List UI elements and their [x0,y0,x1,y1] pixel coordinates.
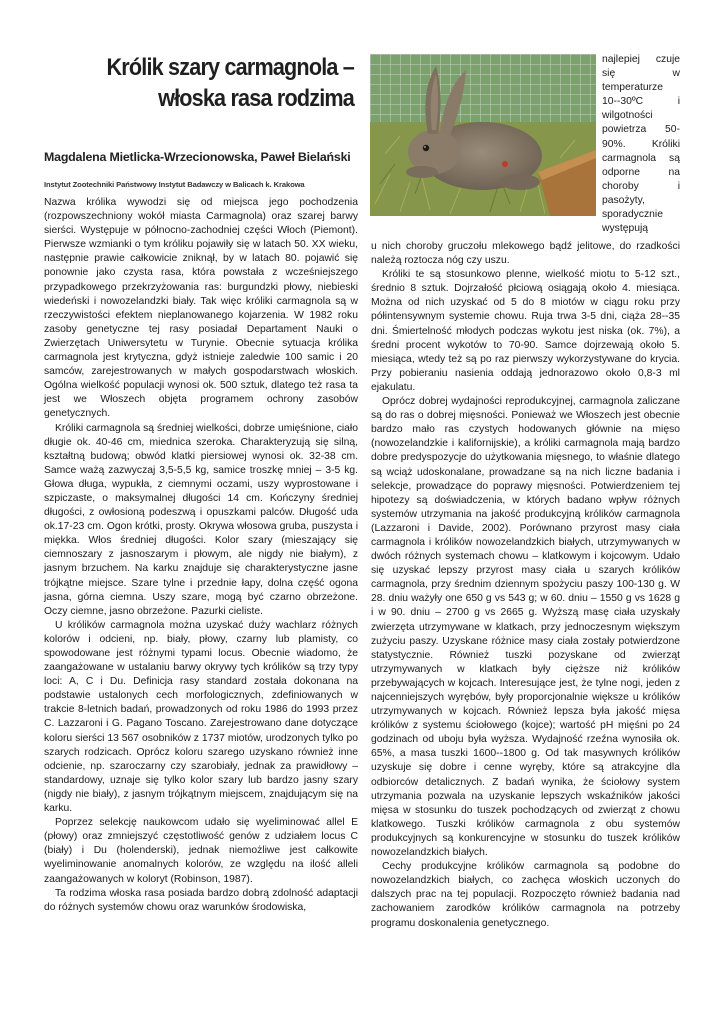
paragraph: Nazwa królika wywodzi się od miejsca jego pochodzenia (rozpowszechniony wokół miasta Carmagnola) oraz szarej barwy sierści. Występuje w północno-zachodniej części Włoch (Piemont). Pierwsze wzmianki o tym króliku pojawiły się w latach 50. XX wieku, następnie prawie całkowicie zniknął, by w latach 80. pojawić się ponownie jako czysta rasa, która powstała z wcześniejszego przypadkowego przekrzyżowania ras: burgundzki płowy, niebieski wiedeński i nowozelandzki biały. Tak więc króliki carmagnola są w rzeczywistości efektem nieplanowanego kojarzenia. W 1982 roku zasoby genetyczne tej rasy posiadał Departament Nauki o Zwierzętach Uniwersytetu w Turynie. Obecnie sytuacja królika carmagnola jest krytyczna, gdyż istnieje zaledwie 100 samic i 20 samców, zarejestrowanych w małych gospodarstwach włoskich. Ogólna wielkość populacji wynosi ok. 500 sztuk, dlatego też rasa ta jest we Włoszech objęta programem ochrony zasobów genetycznych. [44,197,358,420]
author-affiliation: Instytut Zootechniki Państwowy Instytut Badawczy w Balicach k. Krakowa [44,180,305,189]
title-line-1: Królik szary carmagnola – [106,54,354,81]
article-authors: Magdalena Mietlicka-Wrzecionowska, Paweł Bielański [44,150,351,164]
paragraph: U królików carmagnola można uzyskać duży wachlarz różnych kolorów i odcieni, np. biały, płowy, czarny lub plamisty, co spowodowane jest różnymi typami locus. Obecnie wiadomo, że zaangażowane w ustalaniu barwy okrywy tych królików są trzy typy loci: A, C i Du. Definicja rasy standard została dokonana na podstawie ustalonych cech morfologicznych, zdefiniowanych w trakcie 8-letnich badań, prowadzonych od roku 1986 do 1993 przez C. Lazzaroni i G. Pagano Toscano. Zarejestrowano dane dotyczące koloru sierści 13 567 osobników z 1737 miotów, urodzonych tylko po szarych rodzicach. Oprócz koloru szarego uzyskano również inne odcienie, np. szaroczarny czy szarobiały, jednak za prawidłowy – standardowy, uznaje się tylko kolor szary lub bardzo jasny szary (nigdy nie biały), z jasnym trójkątnym miejscem, znajdującym się na karku. [44,619,358,815]
paragraph: najlepiej czuje się w temperaturze 10--30ºC i wilgotności powietrza 50-90%. Króliki carmagnola są odporne na choroby i pasożyty, sporadycznie występują [602,54,680,235]
title-line-2: włoska rasa rodzima [158,85,354,112]
paragraph: Oprócz dobrej wydajności reprodukcyjnej, carmagnola zaliczane są do ras o dobrej mięsności. Ponieważ we Włoszech jest obecnie bardzo mało ras czystych hodowanych głównie na mięso (nowozelandzkie i kalifornijskie), a króliki carmagnola mają bardzo dobre predyspozycje do użytkowania mięsnego, to właśnie dlatego są wciąż udoskonalane, prowadzane są na nich liczne badania i selekcje, prowadzące do poprawy mięsności. Potwierdzeniem tej hipotezy są doświadczenia, w których badano wpływ różnych systemów utrzymania na jakość produkcyjną królików carmagnola (Lazzaroni i Davide, 2002). Porównano przyrost masy ciała carmagnola i królików nowozelandzkich białych, utrzymywanych w dwóch różnych systemach chowu – klatkowym i kojcowym. Udało się uzyskać lepszy przyrost masy ciała u szarych królików carmagnola, przy średnim dziennym spożyciu paszy 100-130 g. W 28. dniu ważyły one 650 g vs 543 g; w 60. dniu – 1550 g vs 1628 g i w 90. dniu – 2700 g vs 2665 g. Wyższą masę ciała uzyskały zwierzęta utrzymywane w klatkach, przy jednoczesnym większym zużyciu paszy. Uzyskane różnice masy ciała zostały potwierdzone statystycznie. Również tuszki pozyskane od zwierząt utrzymywanych w klatkach były cięższe niż królików przebywających w kojcach. Interesujące jest, że tylne nogi, jeden z najcenniejszych wyrębów, były proporcjonalnie większe u królików utrzymywanych w kojcach. Również lepsza była jakość mięsa królików z systemu ściołowego (kojce); wartość pH mięśni po 24 godzinach od uboju była wyższa. Wydajność rzeźna wynosiła ok. 65%, a masa tuszki 1600--1800 g. Od tak masywnych królików uzyskuje się dobre i cenne wyręby, które są atrakcyjne dla odbiorców detalicznych. Z badań wynika, że ściołowy system utrzymania pozwala na uzyskanie lepszych wskaźników jakości mięsa w stosunku do tuszek pochodzących od zwierząt z chowu klatkowego. Tuszki królików carmagnola z obu systemów produkcyjnych są konkurencyjne w stosunku do tuszek królików nowozelandzkich białych. [371,396,680,859]
photo-wrap-text [602,53,680,236]
right-column [371,240,680,931]
paragraph: u nich choroby gruczołu mlekowego bądź jelitowe, do rzadkości należą roztocza nóg czy uszu. [371,241,680,267]
rabbit-photo [370,54,596,216]
article-title [71,52,354,114]
paragraph: Poprzez selekcję naukowcom udało się wyeliminować allel E (płowy) oraz zmniejszyć częstotliwość genów z udziałem locus C (biały) i Du (holenderski), jednak niemożliwe jest całkowite wyeliminowanie anomalnych kolorów, ze względu na ilość alleli zaangażowanych w koloryt (Robinson, 1987). [44,817,358,885]
paragraph: Króliki carmagnola są średniej wielkości, dobrze umięśnione, ciało długie ok. 40-46 cm, miednica szeroka. Charakteryzują się silną, kształtną budową; obwód klatki piersiowej wynosi ok. 32-38 cm. Samce ważą zazwyczaj 3,5-5,5 kg, samice troszkę mniej – 3-5 kg. Głowa długa, wypukła, z ciemnymi oczami, uszy wyprostowane i szpiczaste, o maksymalnej długości 14 cm. Kończyny średniej długości, z owłosioną podeszwą i opuszkami palców. Długość uda ok.17-23 cm. Ogon krótki, prosty. Okrywa włosowa gruba, puszysta i miękka. Włos średniej długości. Kolor szary (mieszający się ciemnoszary z jasnoszarym i płowym, ale nigdy nie białym), z jasnym brzuchem. Na karku znajduje się charakterystyczne jasne trójkątne miejsce. Szare tylne i przednie łapy, dolna część ogona jasna, górna ciemna. Uszy szare, mogą być czarno obrzeżone. Oczy ciemne, jasno obrzeżone. Pazurki cieliste. [44,422,358,617]
paragraph: Króliki te są stosunkowo plenne, wielkość miotu to 5-12 szt., średnio 8 sztuk. Dojrzałość płciową osiągają około 4. miesiąca. Można od nich uzyskać od 5 do 8 miotów w ciągu roku przy półintensywnym systemie chowu. Ruja trwa 3-5 dni, ciąża 28--35 dni. Śmiertelność młodych podczas wykotu jest niska (ok. 7%), a średni procent wykotów to 70-90. Samce dojrzewają około 5. miesiąca, wtedy też są po raz pierwszy wykorzystywane do krycia. Przy pobieraniu nasienia oddają jednorazowo około 0,8-3 ml ejakulatu. [371,269,680,393]
paragraph: Cechy produkcyjne królików carmagnola są podobne do nowozelandzkich białych, co zachęca włoskich uczonych do dalszych prac na tej populacji. Rozpoczęto również badania nad zachowaniem zarodków królików carmagnola na potrzeby programu doskonalenia genetycznego. [371,861,680,929]
left-column [44,196,358,915]
paragraph: Ta rodzima włoska rasa posiada bardzo dobrą zdolność adaptacji do różnych systemów chowu oraz warunków środowiska, [44,887,358,913]
